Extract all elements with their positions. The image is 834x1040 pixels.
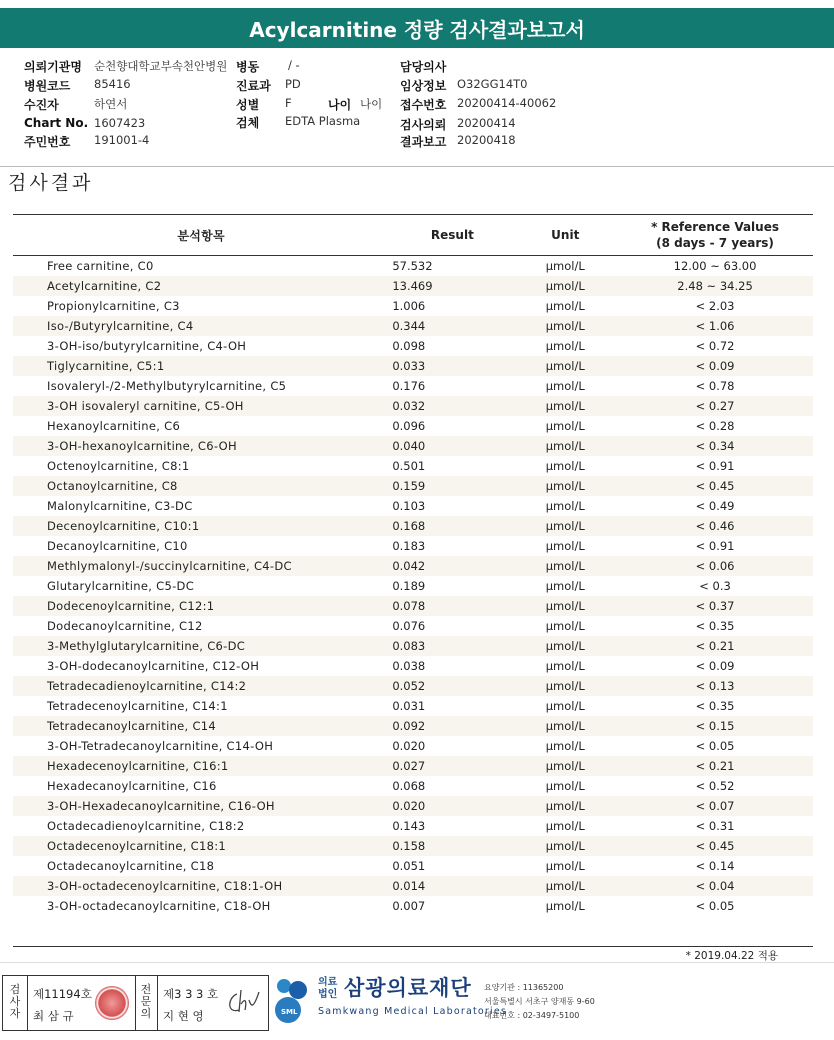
patient-info-block — [0, 48, 834, 166]
table-row — [13, 796, 813, 816]
tester-label: 검사자 — [9, 983, 21, 1020]
unit-value: μmol/L — [513, 476, 617, 496]
reference-value: < 0.35 — [695, 619, 735, 633]
table-row — [13, 456, 813, 476]
reference-value: < 0.07 — [617, 796, 813, 816]
reference-value: 12.00 ~ 63.00 — [673, 259, 757, 273]
table-row — [13, 336, 813, 356]
corp-phone: 대표번호 : 02-3497-5100 — [484, 1011, 580, 1020]
analyte-name: Octenoylcarnitine, C8:1 — [47, 459, 190, 473]
analyte-name: Octadecenoylcarnitine, C18:1 — [13, 836, 356, 856]
reference-value: < 0.78 — [695, 379, 735, 393]
table-row — [13, 836, 813, 856]
sml-logo-icon — [272, 976, 314, 1024]
report-title: Acylcarnitine 정량 검사결과보고서 — [249, 17, 585, 42]
chart-no-value: 1607423 — [94, 116, 146, 130]
unit-value: μmol/L — [513, 836, 617, 856]
analyte-name: Tiglycarnitine, C5:1 — [13, 356, 356, 376]
unit-value: μmol/L — [513, 596, 617, 616]
corp-english-name: Samkwang Medical Laboratories — [318, 1006, 508, 1017]
unit-value: μmol/L — [513, 796, 617, 816]
reference-value: < 0.45 — [617, 476, 813, 496]
table-row — [13, 696, 813, 716]
result-value: 0.014 — [356, 876, 513, 896]
reference-value: < 1.06 — [617, 316, 813, 336]
analyte-name: Decanoylcarnitine, C10 — [47, 539, 188, 553]
table-row — [13, 276, 813, 296]
report-date-label: 결과보고 — [400, 135, 447, 149]
specialist-license: 제3 3 3 호 — [163, 987, 219, 1001]
result-value: 0.051 — [392, 859, 426, 873]
analyte-name: 3-Methylglutarylcarnitine, C6-DC — [13, 636, 356, 656]
reference-value: < 0.49 — [695, 499, 735, 513]
table-row — [13, 756, 813, 776]
doctor-label: 담당의사 — [400, 60, 447, 74]
analyte-name: 3-OH-hexanoylcarnitine, C6-OH — [13, 436, 356, 456]
signature-box — [2, 975, 269, 1031]
col-header-item: 분석항목 — [13, 215, 356, 256]
hospital-code-value: 85416 — [94, 77, 131, 91]
institution-value: 순천향대학교부속천안병원 — [94, 59, 228, 73]
specimen-value: EDTA Plasma — [285, 114, 361, 128]
sex-label: 성별 — [236, 98, 260, 112]
result-value: 0.158 — [356, 836, 513, 856]
table-header-row — [13, 215, 813, 256]
analyte-name: 3-OH-iso/butyrylcarnitine, C4-OH — [47, 339, 247, 353]
reference-note: * 2019.04.22 적용 — [685, 950, 778, 962]
analyte-name: 3-OH-octadecanoylcarnitine, C18-OH — [47, 899, 271, 913]
tester-label-cell — [3, 976, 28, 1030]
unit-value: μmol/L — [545, 859, 585, 873]
patient-value: 하연서 — [94, 97, 128, 111]
reference-value: < 0.31 — [695, 819, 735, 833]
specimen-label: 검체 — [236, 116, 260, 130]
ref-header-line1: * Reference Values — [651, 220, 779, 234]
reference-value: 2.48 ~ 34.25 — [617, 276, 813, 296]
section-title: 검사결과 — [8, 172, 94, 194]
analyte-name: Octadecadienoylcarnitine, C18:2 — [47, 819, 245, 833]
table-row — [13, 676, 813, 696]
reference-value: < 0.45 — [617, 836, 813, 856]
tester-seal-icon — [95, 986, 129, 1020]
unit-value: μmol/L — [545, 739, 585, 753]
result-value: 0.168 — [356, 516, 513, 536]
unit-value: μmol/L — [513, 396, 617, 416]
reference-value: < 0.05 — [695, 739, 735, 753]
table-row — [13, 516, 813, 536]
analyte-name: Dodecenoylcarnitine, C12:1 — [13, 596, 356, 616]
table-row — [13, 896, 813, 916]
unit-value: μmol/L — [513, 756, 617, 776]
reference-value: < 0.35 — [695, 699, 735, 713]
corp-code: 요양기관 : 11365200 — [484, 983, 564, 992]
table-row — [13, 256, 813, 277]
results-table — [13, 214, 813, 916]
analyte-name: Malonylcarnitine, C3-DC — [47, 499, 193, 513]
analyte-name: 3-OH isovaleryl carnitine, C5-OH — [13, 396, 356, 416]
receipt-value: 20200414-40062 — [457, 96, 557, 110]
unit-value: μmol/L — [545, 699, 585, 713]
reference-value: < 0.27 — [617, 396, 813, 416]
footer-divider — [0, 962, 834, 963]
analyte-name: Glutarylcarnitine, C5-DC — [47, 579, 195, 593]
analyte-name: Tetradecadienoylcarnitine, C14:2 — [13, 676, 356, 696]
analyte-name: Propionylcarnitine, C3 — [47, 299, 180, 313]
age-label: 나이 — [328, 98, 352, 112]
analyte-name: Tetradecanoylcarnitine, C14 — [13, 716, 356, 736]
table-row — [13, 436, 813, 456]
unit-value: μmol/L — [513, 276, 617, 296]
analyte-name: Isovaleryl-/2-Methylbutyrylcarnitine, C5 — [47, 379, 287, 393]
reference-value: < 0.21 — [617, 636, 813, 656]
result-value: 0.176 — [392, 379, 426, 393]
unit-value: μmol/L — [513, 876, 617, 896]
table-row — [13, 816, 813, 836]
institution-label: 의뢰기관명 — [24, 60, 82, 74]
reference-value: < 0.14 — [695, 859, 735, 873]
unit-value: μmol/L — [545, 339, 585, 353]
age-value: 나이 — [360, 97, 383, 111]
table-row — [13, 776, 813, 796]
results-body — [13, 256, 813, 917]
sex-value: F — [285, 96, 292, 110]
result-value: 0.076 — [392, 619, 426, 633]
reference-value: < 0.46 — [617, 516, 813, 536]
unit-value: μmol/L — [545, 899, 585, 913]
table-row — [13, 496, 813, 516]
result-value: 0.020 — [392, 739, 426, 753]
unit-value: μmol/L — [545, 659, 585, 673]
col-header-reference — [617, 215, 813, 256]
analyte-name: Hexanoylcarnitine, C6 — [47, 419, 181, 433]
reference-value: < 0.04 — [617, 876, 813, 896]
result-value: 0.501 — [392, 459, 426, 473]
unit-value: μmol/L — [545, 579, 585, 593]
reference-value: < 0.34 — [617, 436, 813, 456]
result-value: 1.006 — [392, 299, 426, 313]
clinical-label: 임상정보 — [400, 79, 447, 93]
result-value: 0.038 — [392, 659, 426, 673]
tester-cell — [27, 976, 136, 1030]
result-value: 0.007 — [392, 899, 426, 913]
unit-value: μmol/L — [545, 419, 585, 433]
unit-value: μmol/L — [545, 259, 585, 273]
table-row — [13, 376, 813, 396]
reference-value: < 0.91 — [695, 539, 735, 553]
specialist-label: 전문의 — [140, 983, 152, 1020]
reference-value: < 0.21 — [617, 756, 813, 776]
tester-license: 제11194호 — [33, 987, 92, 1001]
corp-type — [318, 977, 337, 1001]
logo-text: SML — [281, 1008, 298, 1016]
specialist-label-cell — [135, 976, 158, 1030]
result-value: 0.344 — [356, 316, 513, 336]
request-date-value: 20200414 — [457, 116, 516, 130]
reference-value: < 0.09 — [617, 356, 813, 376]
ward-label: 병동 — [236, 60, 260, 74]
table-row — [13, 636, 813, 656]
table-row — [13, 316, 813, 336]
result-value: 0.096 — [392, 419, 426, 433]
col-header-unit: Unit — [513, 215, 617, 256]
corp-prefix-2: 법인 — [318, 989, 338, 1000]
analyte-name: 3-OH-Hexadecanoylcarnitine, C16-OH — [13, 796, 356, 816]
result-value: 0.098 — [392, 339, 426, 353]
result-value: 0.183 — [392, 539, 426, 553]
result-value: 0.078 — [356, 596, 513, 616]
ward-value: / - — [288, 58, 300, 72]
table-row — [13, 476, 813, 496]
unit-value: μmol/L — [513, 316, 617, 336]
report-date-value: 20200418 — [457, 133, 516, 147]
corp-name: 삼광의료재단 — [344, 976, 472, 1000]
unit-value: μmol/L — [513, 556, 617, 576]
result-value: 0.083 — [356, 636, 513, 656]
table-row — [13, 536, 813, 556]
unit-value: μmol/L — [513, 436, 617, 456]
analyte-name: 3-OH-dodecanoylcarnitine, C12-OH — [47, 659, 260, 673]
analyte-name: Octanoylcarnitine, C8 — [13, 476, 356, 496]
result-value: 0.033 — [356, 356, 513, 376]
dept-value: PD — [285, 77, 301, 91]
unit-value: μmol/L — [513, 636, 617, 656]
hospital-code-label: 병원코드 — [24, 79, 71, 93]
table-row — [13, 616, 813, 636]
unit-value: μmol/L — [545, 379, 585, 393]
chart-no-label: Chart No. — [24, 116, 89, 130]
table-row — [13, 296, 813, 316]
result-value: 0.189 — [392, 579, 426, 593]
specialist-cell — [157, 976, 267, 1030]
rrn-label: 주민번호 — [24, 135, 71, 149]
table-row — [13, 556, 813, 576]
clinical-value: O32GG14T0 — [457, 77, 528, 91]
analyte-name: Hexadecenoylcarnitine, C16:1 — [13, 756, 356, 776]
table-row — [13, 656, 813, 676]
reference-value: < 0.06 — [617, 556, 813, 576]
result-value: 0.092 — [356, 716, 513, 736]
table-row — [13, 876, 813, 896]
table-row — [13, 356, 813, 376]
ref-header-line2: (8 days - 7 years) — [656, 236, 774, 250]
unit-value: μmol/L — [545, 299, 585, 313]
analyte-name: Octadecanoylcarnitine, C18 — [47, 859, 215, 873]
reference-value: < 0.37 — [617, 596, 813, 616]
col-header-result: Result — [356, 215, 513, 256]
reference-value: < 0.3 — [699, 579, 731, 593]
result-value: 0.143 — [392, 819, 426, 833]
specialist-name: 지 현 영 — [163, 1009, 204, 1023]
rrn-value: 191001-4 — [94, 133, 150, 147]
unit-value: μmol/L — [513, 676, 617, 696]
table-row — [13, 576, 813, 596]
result-value: 0.159 — [356, 476, 513, 496]
unit-value: μmol/L — [545, 499, 585, 513]
result-value: 0.040 — [356, 436, 513, 456]
reference-value: < 0.13 — [617, 676, 813, 696]
result-value: 0.068 — [392, 779, 426, 793]
receipt-label: 접수번호 — [400, 98, 447, 112]
result-value: 13.469 — [356, 276, 513, 296]
analyte-name: Hexadecanoylcarnitine, C16 — [47, 779, 217, 793]
results-table-wrap — [13, 214, 813, 916]
analyte-name: Decenoylcarnitine, C10:1 — [13, 516, 356, 536]
result-value: 0.020 — [356, 796, 513, 816]
reference-value: < 0.15 — [617, 716, 813, 736]
result-value: 0.031 — [392, 699, 426, 713]
table-row — [13, 396, 813, 416]
reference-value: < 0.52 — [695, 779, 735, 793]
analyte-name: Dodecanoylcarnitine, C12 — [47, 619, 203, 633]
table-bottom-rule — [13, 946, 813, 947]
unit-value: μmol/L — [513, 716, 617, 736]
dept-label: 진료과 — [236, 79, 271, 93]
analyte-name: Methlymalonyl-/succinylcarnitine, C4-DC — [13, 556, 356, 576]
table-row — [13, 596, 813, 616]
tester-name: 최 삼 규 — [33, 1009, 74, 1023]
result-value: 0.103 — [392, 499, 426, 513]
corp-prefix-1: 의료 — [318, 977, 338, 988]
analyte-name: Iso-/Butyrylcarnitine, C4 — [13, 316, 356, 336]
unit-value: μmol/L — [545, 539, 585, 553]
unit-value: μmol/L — [545, 779, 585, 793]
analyte-name: Tetradecenoylcarnitine, C14:1 — [47, 699, 228, 713]
analyte-name: Free carnitine, C0 — [47, 259, 154, 273]
reference-value: < 2.03 — [695, 299, 735, 313]
header-divider — [0, 166, 834, 167]
table-row — [13, 736, 813, 756]
corp-address: 서울특별시 서초구 양재동 9-60 — [484, 997, 595, 1006]
unit-value: μmol/L — [513, 516, 617, 536]
table-row — [13, 856, 813, 876]
signature-icon — [223, 986, 263, 1018]
reference-value: < 0.09 — [695, 659, 735, 673]
unit-value: μmol/L — [545, 819, 585, 833]
unit-value: μmol/L — [513, 356, 617, 376]
result-value: 0.052 — [356, 676, 513, 696]
reference-value: < 0.05 — [695, 899, 735, 913]
patient-label: 수진자 — [24, 98, 59, 112]
result-value: 0.032 — [356, 396, 513, 416]
report-title-bar — [0, 8, 834, 48]
result-value: 57.532 — [392, 259, 433, 273]
table-row — [13, 416, 813, 436]
reference-value: < 0.91 — [695, 459, 735, 473]
unit-value: μmol/L — [545, 619, 585, 633]
unit-value: μmol/L — [545, 459, 585, 473]
request-date-label: 검사의뢰 — [400, 118, 447, 132]
result-value: 0.042 — [356, 556, 513, 576]
result-value: 0.027 — [356, 756, 513, 776]
analyte-name: 3-OH-octadecenoylcarnitine, C18:1-OH — [13, 876, 356, 896]
analyte-name: Acetylcarnitine, C2 — [13, 276, 356, 296]
analyte-name: 3-OH-Tetradecanoylcarnitine, C14-OH — [47, 739, 274, 753]
reference-value: < 0.28 — [695, 419, 735, 433]
table-row — [13, 716, 813, 736]
reference-value: < 0.72 — [695, 339, 735, 353]
